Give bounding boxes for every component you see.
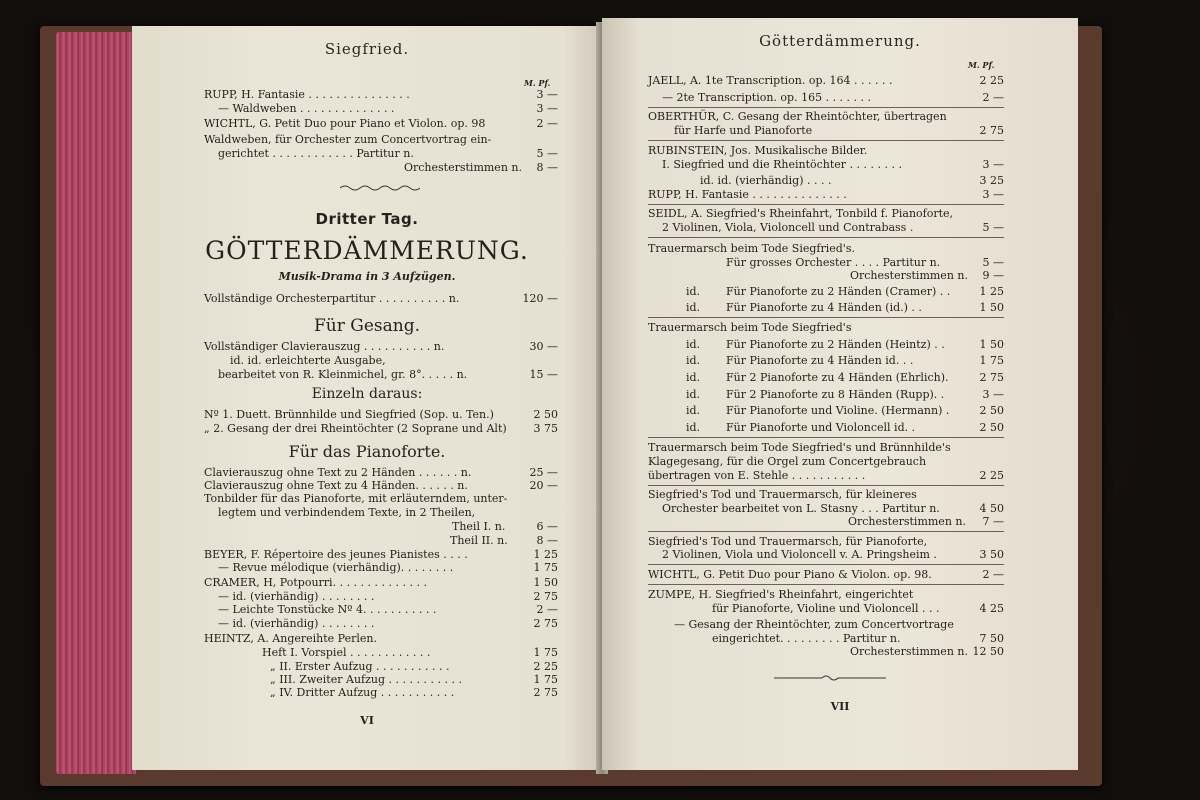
divider	[648, 237, 1004, 238]
entry-price: 3 —	[982, 158, 1004, 171]
entry-price: 120 —	[522, 292, 558, 305]
entry-price: 1 50	[979, 301, 1004, 314]
entry-text: „ III. Zweiter Aufzug . . . . . . . . . . .	[270, 673, 462, 686]
entry-text: Clavierauszug ohne Text zu 4 Händen. . . . . . n.	[204, 479, 468, 492]
entry-text: Siegfried's Tod und Trauermarsch, für kleineres	[648, 488, 917, 501]
entry-text: — id. (vierhändig) . . . . . . . .	[218, 617, 375, 630]
entry-price: 1 50	[533, 576, 558, 589]
entry-text: id.	[686, 354, 701, 367]
divider	[648, 564, 1004, 565]
opera-subtitle: Musik-Drama in 3 Aufzügen.	[278, 270, 456, 283]
divider	[648, 437, 1004, 438]
divider	[648, 140, 1004, 141]
entry-price: 4 50	[979, 502, 1004, 515]
entry-price: 2 75	[533, 686, 558, 699]
entry-price: 20 —	[529, 479, 558, 492]
entry-price: 2 —	[536, 603, 558, 616]
entry-text: — Leichte Tonstücke Nº 4. . . . . . . . . . .	[218, 603, 437, 616]
right-page-header: Götterdämmerung.	[759, 32, 921, 50]
entry-price: 2 —	[982, 91, 1004, 104]
entry-text: 2 Violinen, Viola und Violoncell v. A. Pringsheim .	[662, 548, 937, 561]
ornament-divider	[770, 674, 890, 682]
entry-price: 3 —	[982, 388, 1004, 401]
entry-price: 2 50	[533, 408, 558, 421]
entry-text: Tonbilder für das Pianoforte, mit erläuterndem, unter-	[204, 492, 508, 505]
divider	[648, 531, 1004, 532]
entry-text: Orchester bearbeitet von L. Stasny . . . Partitur n.	[662, 502, 940, 515]
entry-text: id.	[686, 285, 701, 298]
opera-title: GÖTTERDÄMMERUNG.	[205, 236, 529, 265]
entry-text: Trauermarsch beim Tode Siegfried's.	[648, 242, 855, 255]
right-page	[602, 18, 1078, 770]
entry-price: 2 75	[533, 617, 558, 630]
entry-price: 2 25	[979, 74, 1004, 87]
entry-text: Clavierauszug ohne Text zu 2 Händen . . . . . . n.	[204, 466, 472, 479]
entry-text: Orchesterstimmen n.	[848, 515, 966, 528]
entry-price: 2 25	[533, 660, 558, 673]
entry-text: Für grosses Orchester . . . . Partitur n.	[726, 256, 941, 269]
act-heading: Dritter Tag.	[315, 210, 419, 228]
entry-price: 1 75	[533, 646, 558, 659]
entry-price: 2 50	[979, 421, 1004, 434]
entry-text: Vollständige Orchesterpartitur . . . . . . . . . . n.	[204, 292, 460, 305]
entry-price: 2 25	[979, 469, 1004, 482]
entry-price: 5 —	[536, 147, 558, 160]
page-edges	[56, 32, 136, 774]
entry-text: Klagegesang, für die Orgel zum Concertgebrauch	[648, 455, 927, 468]
entry-text: RUBINSTEIN, Jos. Musikalische Bilder.	[648, 144, 868, 157]
entry-text: id. id. (vierhändig) . . . .	[700, 174, 832, 187]
price-column-heads: M. Pf.	[524, 78, 551, 88]
entry-text: — 2te Transcription. op. 165 . . . . . . .	[662, 91, 872, 104]
entry-price: 3 25	[979, 174, 1004, 187]
entry-text: Vollständiger Clavierauszug . . . . . . . . . . n.	[204, 340, 445, 353]
divider	[648, 485, 1004, 486]
entry-price: 12 50	[972, 645, 1004, 658]
entry-text: Für 2 Pianoforte zu 4 Händen (Ehrlich).	[726, 371, 949, 384]
entry-price: 8 —	[536, 534, 558, 547]
entry-text: Für Pianoforte zu 2 Händen (Heintz) . .	[726, 338, 945, 351]
entry-text: legtem und verbindendem Texte, in 2 Theilen,	[218, 506, 476, 519]
entry-price: 7 50	[979, 632, 1004, 645]
entry-text: WICHTL, G. Petit Duo pour Piano et Violon. op. 98	[204, 117, 486, 130]
divider	[648, 107, 1004, 108]
entry-text: BEYER, F. Répertoire des jeunes Pianistes . . . .	[204, 548, 468, 561]
entry-text: id.	[686, 404, 701, 417]
entry-text: SEIDL, A. Siegfried's Rheinfahrt, Tonbild f. Pianoforte,	[648, 207, 954, 220]
entry-text: „ IV. Dritter Aufzug . . . . . . . . . . .	[270, 686, 455, 699]
entry-price: 1 75	[979, 354, 1004, 367]
entry-text: — Gesang der Rheintöchter, zum Concertvortrage	[674, 618, 954, 631]
entry-text: WICHTL, G. Petit Duo pour Piano & Violon. op. 98.	[648, 568, 932, 581]
page-number: VII	[830, 700, 850, 713]
wavy-divider	[340, 184, 420, 192]
entry-text: Für 2 Pianoforte zu 8 Händen (Rupp). .	[726, 388, 945, 401]
section-heading: Für das Pianoforte.	[288, 442, 446, 461]
entry-text: Heft I. Vorspiel . . . . . . . . . . . .	[262, 646, 431, 659]
divider	[648, 204, 1004, 205]
section-heading: Einzeln daraus:	[311, 386, 423, 402]
entry-price: 8 —	[536, 161, 558, 174]
entry-price: 1 25	[533, 548, 558, 561]
entry-price: 5 —	[982, 221, 1004, 234]
entry-price: 1 75	[533, 561, 558, 574]
entry-text: Siegfried's Tod und Trauermarsch, für Pianoforte,	[648, 535, 928, 548]
entry-price: 2 50	[979, 404, 1004, 417]
entry-text: RUPP, H. Fantasie . . . . . . . . . . . . . . .	[204, 88, 410, 101]
entry-text: Für Pianoforte zu 4 Händen id. . .	[726, 354, 914, 367]
entry-price: 3 —	[536, 88, 558, 101]
entry-text: — Revue mélodique (vierhändig). . . . . . . .	[218, 561, 454, 574]
entry-text: CRAMER, H, Potpourri. . . . . . . . . . . . . .	[204, 576, 427, 589]
entry-text: Trauermarsch beim Tode Siegfried's	[648, 321, 852, 334]
section-heading: Für Gesang.	[313, 316, 420, 336]
entry-price: 1 50	[979, 338, 1004, 351]
entry-text: Waldweben, für Orchester zum Concertvortrag ein-	[204, 133, 492, 146]
entry-price: 6 —	[536, 520, 558, 533]
entry-price: 2 —	[982, 568, 1004, 581]
entry-price: 3 —	[982, 188, 1004, 201]
entry-price: 5 —	[982, 256, 1004, 269]
price-column-heads: M. Pf.	[968, 60, 995, 70]
entry-text: 2 Violinen, Viola, Violoncell und Contrabass .	[662, 221, 914, 234]
entry-text: Orchesterstimmen n.	[850, 645, 968, 658]
entry-text: Für Pianoforte und Violoncell id. .	[726, 421, 916, 434]
entry-text: für Harfe und Pianoforte	[674, 124, 813, 137]
entry-price: 30 —	[529, 340, 558, 353]
entry-text: id.	[686, 421, 701, 434]
divider	[648, 584, 1004, 585]
entry-text: für Pianoforte, Violine und Violoncell . . .	[712, 602, 940, 615]
entry-text: Für Pianoforte zu 4 Händen (id.) . .	[726, 301, 922, 314]
page-number: VI	[360, 714, 374, 727]
entry-text: RUPP, H. Fantasie . . . . . . . . . . . . . .	[648, 188, 847, 201]
entry-text: Für Pianoforte zu 2 Händen (Cramer) . .	[726, 285, 951, 298]
entry-price: 3 50	[979, 548, 1004, 561]
entry-price: 25 —	[529, 466, 558, 479]
entry-text: OBERTHÜR, C. Gesang der Rheintöchter, übertragen	[648, 110, 947, 123]
divider	[648, 317, 1004, 318]
entry-text: Orchesterstimmen n.	[404, 161, 522, 174]
entry-text: Orchesterstimmen n.	[850, 269, 968, 282]
entry-price: 2 —	[536, 117, 558, 130]
entry-text: JAELL, A. 1te Transcription. op. 164 . . . . . .	[648, 74, 893, 87]
entry-text: Theil II. n.	[450, 534, 508, 547]
entry-text: — Waldweben . . . . . . . . . . . . . .	[218, 102, 395, 115]
entry-text: ZUMPE, H. Siegfried's Rheinfahrt, eingerichtet	[648, 588, 914, 601]
entry-text: — id. (vierhändig) . . . . . . . .	[218, 590, 375, 603]
entry-price: 2 75	[533, 590, 558, 603]
entry-price: 3 —	[536, 102, 558, 115]
entry-text: übertragen von E. Stehle . . . . . . . . . . .	[648, 469, 866, 482]
entry-price: 1 75	[533, 673, 558, 686]
left-page-header: Siegfried.	[324, 40, 410, 58]
entry-price: 15 —	[529, 368, 558, 381]
entry-text: HEINTZ, A. Angereihte Perlen.	[204, 632, 377, 645]
entry-price: 3 75	[533, 422, 558, 435]
entry-text: id.	[686, 338, 701, 351]
entry-text: id.	[686, 301, 701, 314]
entry-price: 2 75	[979, 124, 1004, 137]
entry-text: Für Pianoforte und Violine. (Hermann) .	[726, 404, 950, 417]
entry-text: Theil I. n.	[452, 520, 506, 533]
entry-text: „ 2. Gesang der drei Rheintöchter (2 Soprane und Alt)	[204, 422, 507, 435]
entry-price: 7 —	[982, 515, 1004, 528]
entry-text: eingerichtet. . . . . . . . . Partitur n.	[712, 632, 901, 645]
entry-text: id. id. erleichterte Ausgabe,	[230, 354, 386, 367]
entry-text: I. Siegfried und die Rheintöchter . . . . . . . .	[662, 158, 903, 171]
entry-text: Trauermarsch beim Tode Siegfried's und Brünnhilde's	[648, 441, 951, 454]
entry-price: 1 25	[979, 285, 1004, 298]
entry-text: Nº 1. Duett. Brünnhilde und Siegfried (Sop. u. Ten.)	[204, 408, 494, 421]
entry-text: bearbeitet von R. Kleinmichel, gr. 8°. . . . . n.	[218, 368, 468, 381]
entry-price: 4 25	[979, 602, 1004, 615]
entry-text: gerichtet . . . . . . . . . . . . Partitur n.	[218, 147, 414, 160]
entry-text: „ II. Erster Aufzug . . . . . . . . . . .	[270, 660, 450, 673]
entry-price: 2 75	[979, 371, 1004, 384]
entry-text: id.	[686, 371, 701, 384]
entry-price: 9 —	[982, 269, 1004, 282]
left-page	[132, 26, 602, 770]
entry-text: id.	[686, 388, 701, 401]
